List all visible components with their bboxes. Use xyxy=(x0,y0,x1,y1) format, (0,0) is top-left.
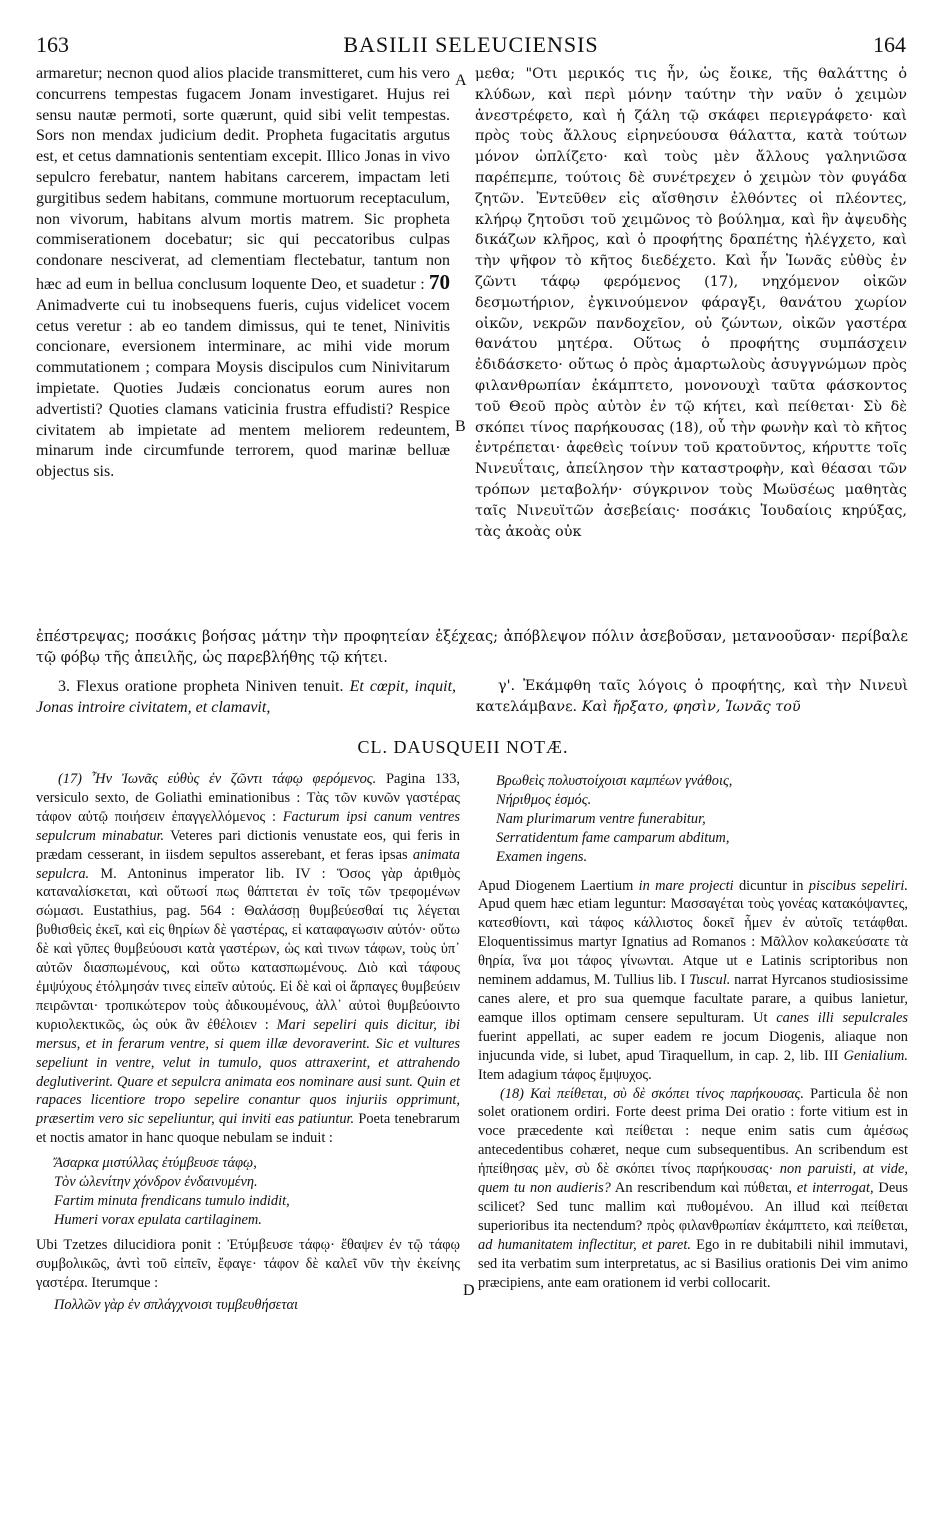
verse-line: Nam plurimarum ventre funerabitur, xyxy=(496,810,706,827)
verse-line: Serratidentum fame camparum abditum, xyxy=(496,829,730,846)
greek-text-column xyxy=(475,64,907,542)
margin-letter-d: D xyxy=(463,1282,475,1299)
note-17: (17) Ἦν Ἰωνᾶς εὐθὺς ἐν ζῶντι τάφῳ φερόμενος. Pagina 133, versiculo sexto, de Goliathi eminationibus : Τὰς τῶν κυνῶν γαστέρας τάφον αὐτῷ ποιήσειν ἐπαγγελλόμενος : Facturum ipsi canum ventres sepulcrum minabatur. Veteres pari dictionis venustate eos, qui feris in prædam cesserant, in iisdem sepultos asserebant, et feras ipsas animata sepulcra. M. Antoninus imperator lib. IV : Ὅσος γὰρ ἀριθμὸς καταναλίσκεται, καὶ οὕτωσί πως θάπτεται ἐν τοῖς τῶν τρεφομένων σώμασι. Eustathius, pag. 564 : Θαλάσσῃ θυμβεύεσθαί τις λέγεται βυθισθεὶς ἐκεῖ, καὶ εἰς θηρίων δὲ γαστέρας, εἰ καταφαγωσιν αὐτόν· οὕτω δὲ καὶ γῦπες θυμβεύουσι κατὰ γαστέρων, ὡς καὶ τινων τάφων, τοὺς ὑπ᾽ αὐτῶν διασπωμένους, καὶ οὕτω κατασπωμένους. Διὸ καὶ τάφους ἐμψύχους ἐτόλμησάν τινες εἰπεῖν αὐτούς. Εἰ δὲ καὶ οἱ ἅρπαγες θυμβεύειν πειρῶνται· τροπικώτερον τοὺς ἀδικουμένους, ἀλλ᾽ αὐτοὶ θυμβεύοιντο κυριολεκτικῶς, ὡς οὐκ ἂν ἐθέλοιεν : Mari sepeliri quis dicitur, ibi mersus, et in ferarum ventre, si quem illæ devoraverint. Sic et vultures sepeliunt in ventre, velut in tumulo, quos attraxerint, et attrahendo deglutiverint. Quare et sepulcra animata eos nominare ausi sunt. Quin et rapaces licentiore tropo sepelire conantur quos injuriis opprimunt, præsertim vero sic sepeliuntur, qui inviti eas patiuntur. Poeta tenebrarum et noctis amator in hanc quoque nebulam se induit : xyxy=(36,771,460,1147)
notes-left-column xyxy=(36,770,460,1315)
page-header xyxy=(36,32,906,62)
note-paragraph: Ubi Tzetzes dilucidiora ponit : Ἐτύμβευσε τάφῳ· ἔθαψεν ἐν τῷ τάφῳ συμβολικῶς, ἀντὶ τοῦ εἰπεῖν, ἔφαγε· τάφον δὲ καλεῖ νῦν τὴν ἐκείνης γαστέρα. Iterumque : xyxy=(36,1236,460,1291)
running-title: BASILII SELEUCIENSIS xyxy=(343,32,599,57)
verse-block xyxy=(478,772,908,867)
note-paragraph: Apud Diogenem Laertium in mare projecti dicuntur in piscibus sepeliri. Apud quem hæc etiam leguntur: Μασσαγέται τοὺς γονέας κατακόψαντες, κατεσθίοντι, καὶ τάφος κάλλιστος δοκεῖ ἧμεν ἐν αὐτοῖς τετάφθαι. Eloquentissimus martyr Ignatius ad Romanos : Μᾶλλον κολακεύσατε τὰ θηρία, ἵνα μοι τάφος γίνωνται. Atque ut e Latinis scriptoribus non neminem addamus, M. Tullius lib. I Tuscul. narrat Hyrcanos studiosissime canes alere, et pro sua quemque facultate parare, a quibus lanietur, eamque illos optimam censere sepulturam. Ut canes illi sepulcrales fuerint appellati, ac super eadem re jocum Diogenis, aliaque non injucunda vide, si lubet, apud Tiraquellum, in cap. 2, lib. III Genialium. Item adagium τάφος ἔμψυχος. xyxy=(478,877,909,1083)
section-3-latin: 3. Flexus oratione propheta Niniven tenuit. Et cœpit, inquit, Jonas introire civitatem, et clamavit, xyxy=(36,678,457,716)
left-page-number: 163 xyxy=(36,32,69,57)
margin-letter-a: A xyxy=(455,72,467,89)
notes-right-column xyxy=(478,772,908,1292)
verse-line: Τὸν ὠλενίτην χόνδρον ἐνδαινυμένη. xyxy=(54,1174,258,1191)
verse-block xyxy=(36,1154,460,1230)
verse-line: Βρωθεὶς πολυστοίχοισι καμπέων γνάθοις, xyxy=(496,773,733,789)
section-3-greek: γ'. Ἐκάμφθη ταῖς λόγοις ὁ προφήτης, καὶ τὴν Νινευὶ κατελάμβανε. Καὶ ἤρξατο, φησὶν, Ἰωνᾶς τοῦ xyxy=(476,678,908,715)
verse-line: Humeri vorax epulata cartilaginem. xyxy=(54,1211,262,1228)
greek-fullwidth-continuation: ἐπέστρεψας; ποσάκις βοήσας μάτην τὴν προφητείαν ἐξέχεας; ἀπόβλεψον πόλιν ἀσεβοῦσαν, μετανοοῦσαν· περίβαλε τῷ φόβῳ τῆς ἀπειλῆς, ὡς παρεβλήθης τῷ κήτει. xyxy=(36,628,908,666)
note-18: (18) Καὶ πείθεται, σὺ δὲ σκόπει τίνος παρήκουσας. Particula δὲ non solet orationem ordiri. Forte deest prima Dei oratio : forte vitium est in voce præcedente καὶ πείθεται : neque enim satis cum ἀμέσως antecedentibus cohæret, neque cum subsequentibus. An scribendum est ἠπείθησας μὲν, σὺ δὲ σκόπει τίνος παρήκουσας· non paruisti, at vide, quem tu non audieris? An rescribendum καὶ πύθεται, et interrogat, Deus scilicet? Sed tunc mallim καὶ πυθομένου. An illud καὶ πείθεται superioribus ita nectendum? πρὸς φιλανθρωπίαν ἐκάμπτετο, καὶ πείθεται, ad humanitatem inflectitur, et paret. Ego in re dubitabili nihil immutavi, sed ita verbatim sum interpretatus, ac si Basilius orationis Dei vim animo præcipiens, ante eam orationem id verbi collocarit. xyxy=(478,1085,908,1291)
verse-line: Examen ingens. xyxy=(496,848,588,865)
verse-line: Πολλῶν γὰρ ἐν σπλάγχνοισι τυμβευθήσεται xyxy=(54,1297,299,1314)
verse-line: Ἄσαρκα μιστύλλας ἐτύμβευσε τάφῳ, xyxy=(54,1155,257,1172)
verse-line: Fartim minuta frendicans tumulo indidit, xyxy=(54,1192,290,1209)
greek-paragraph: μεθα; "Οτι μερικός τις ἦν, ὡς ἔοικε, τῆς θαλάττης ὁ κλύδων, καὶ περὶ μόνην ταύτην τὴν ναῦν ὁ χειμὼν ἀνεστρέφετο, καὶ ἡ ζάλη τῷ σκάφει περιεγράφετο· καὶ πρὸς τοὺς ἄλλους εἰρηνεύουσα θάλαττα, κατὰ τούτων μόνον ὡπλίζετο· καὶ τοὺς μὲν ἄλλους γαληνιῶσα παρέπεμπε, τούτοις δὲ συνέτρεχεν ὁ χειμὼν τὸν φυγάδα ζητῶν. Ἐντεῦθεν εἰς αἴσθησιν ἐλθόντες οἱ πλέοντες, κλήρῳ ζητοῦσι τοῦ χειμῶνος τὸ βούλημα, καὶ ἣν ἀψευδὴς δικάζων κλῆρος, καὶ ὁ προφήτης δραπέτης ἠλέγχετο, καὶ τὴν ψῆφον τὸ κῆτος διεδέχετο. Καὶ ἦν Ἰωνᾶς εὐθὺς ἐν ζῶντι τάφῳ φερόμενος (17), νηχόμενον οἰκῶν δεσμωτήριον, ἐγκινούμενον φάραγξι, θανάτου χωρίον οἰκῶν, νεκρῶν πανδοχεῖον, οὐ ζώντων, οἰκῶν γαστέρα θανάτου μητέρα. Οὕτως ὁ προφήτης συμπάσχειν ἐδιδάσκετο· οὕτως ὁ πρὸς ἁμαρτωλοὺς ἀσυγγνώμων πρὸς φιλανθρωπίαν ἐκάμπτετο, μονονουχὶ ταῦτα φάσκοντος τοῦ Θεοῦ πρὸς αὐτὸν ἐν τῷ κήτει, καὶ πείθεται· Σὺ δὲ σκόπει τίνος παρήκουσας (18), οὗ τὴν φωνὴν καὶ τὸ κῆτος ἐντρέπεται· ἀφεθεὶς τοίνυν τοῦ κρατοῦντος, κήρυττε τοῖς Νινευΐταις, ἀπείλησον τὴν καταστροφὴν, καὶ θέασαι τῶν τρόπων μεταβολήν· σύγκρινον τοὺς Μωϋσέως μαθητὰς ταῖς Νινευϊτῶν ἀσεβείαις· ποσάκις Ἰουδαίοις κηρύξας, τὰς ἀκοὰς οὐκ xyxy=(475,66,907,540)
latin-paragraph: armaretur; necnon quod alios placide transmitteret, cum his vero concurrens tempestas fugacem Jonam investigaret. Hujus rei sensu nautæ permoti, sorte quærunt, quid sibi velit tempestas. Sors non mendax judicium dedit. Propheta fugacitatis argutus est, et cetus damnationis sententiam excepit. Illico Jonas in vivo sepulcro ferebatur, nantem habitans carcerem, impactam leti gurgitibus sedem habitans, commune mortuorum receptaculum, non vivorum, habitans alvum mortis matrem. Sic propheta commiserationem docebatur; sic qui peccatoribus culpas condonare nesciverat, ad clementiam flectebatur, tantum non hæc ad eum in bellua conclusum loquente Deo, et suadetur : 70 Animadverte cui tu inobsequens fueris, cujus videlicet vocem cetus veretur : ab eo tandem dimissus, qui te tenet, Ninivitis concionare, eversionem interminare, ac mihi vide morum commutationem ; compara Moysis discipulos cum Ninivitarum impietate. Quoties Judæis concionatus eorum aures non advertisti? Quoties clamans vaticinia frustra effudisti? Respice civitatem ab impietate ad mentem meliorem redeuntem, minarum inde circumfunde terrorem, quod marinæ belluæ objectus sis. xyxy=(36,65,450,481)
margin-letter-b: B xyxy=(455,418,466,435)
section-number: 70 xyxy=(429,269,450,294)
right-page-number: 164 xyxy=(873,32,906,57)
latin-text-column xyxy=(36,64,450,483)
notes-heading: CL. DAUSQUEII NOTÆ. xyxy=(357,737,569,757)
verse-line: Νήριθμος ἑσμός. xyxy=(496,791,592,808)
